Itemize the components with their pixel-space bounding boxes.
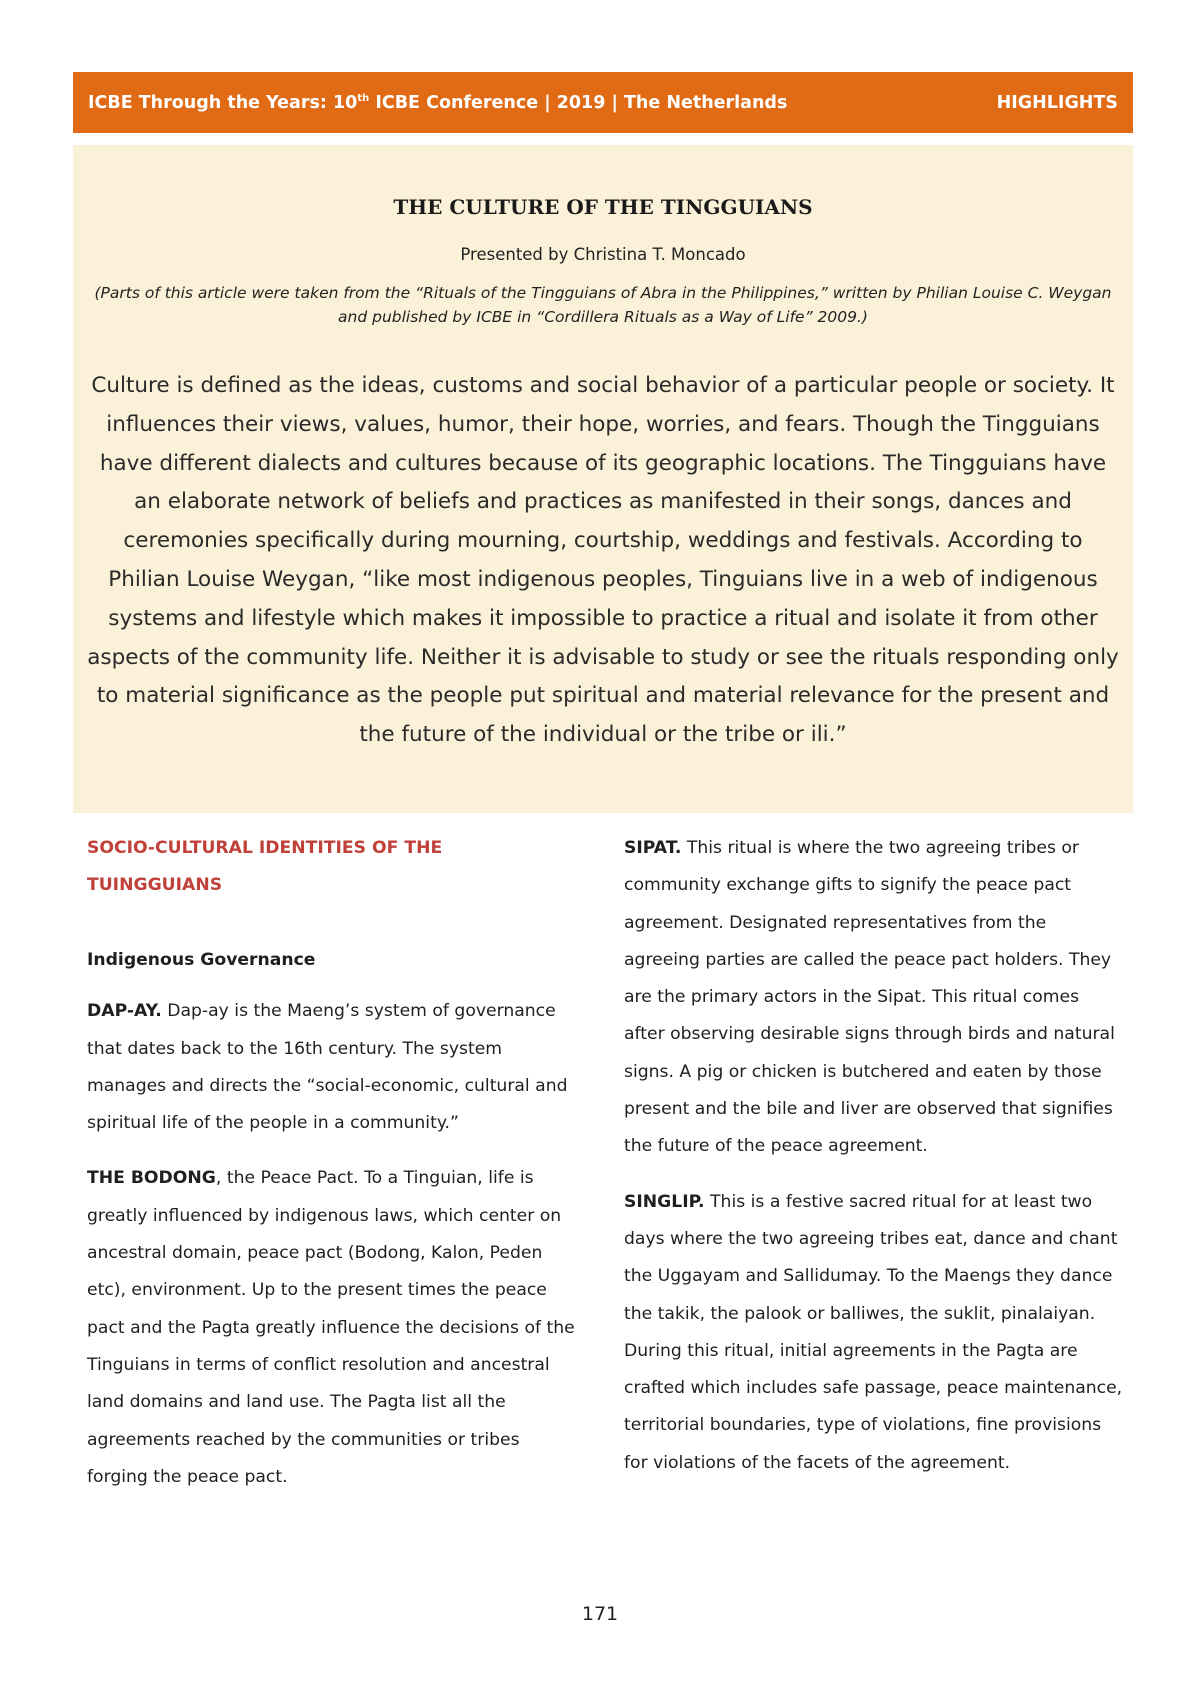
right-column xyxy=(624,830,1124,1482)
intro-box xyxy=(73,145,1133,813)
source-note: (Parts of this article were taken from the “Rituals of the Tingguians of Abra in the Philippines,” written by Philian Louise C. Weygan and published by ICBE in “Cordillera Rituals as a Way of Life” 2009.) xyxy=(94,284,1112,326)
paragraph-singlip xyxy=(624,1184,1124,1482)
dapay-text: Dap-ay is the Maeng’s system of governance that dates back to the 16th century. The system manages and directs the “social-economic, cultural and spiritual life of the people in a community.” xyxy=(87,1001,568,1134)
header-left-title: ICBE Through the Years: 10th ICBE Conference | 2019 | The Netherlands xyxy=(88,92,788,113)
singlip-text: This is a festive sacred ritual for at least two days where the two agreeing tribes eat, dance and chant the Uggayam and Sallidumay. To the Maengs they dance the takik, the palook or balliwes, the suklit, pinalaiyan. During this ritual, initial agreements in the Pagta are crafted which includes safe passage, peace maintenance, territorial boundaries, type of violations, fine provisions for violations of the facets of the agreement. xyxy=(624,1191,1123,1473)
singlip-lead: SINGLIP. xyxy=(624,1191,705,1212)
left-column xyxy=(87,830,582,1496)
header-bar xyxy=(73,72,1133,133)
sipat-text: This ritual is where the two agreeing tribes or community exchange gifts to signify the peace pact agreement. Designated representatives from the agreeing parties are called the peace pact holders. They are the primary actors in the Sipat. This ritual comes after observing desirable signs through birds and natural signs. A pig or chicken is butchered and eaten by those present and the bile and liver are observed that signifies the future of the peace agreement. xyxy=(624,838,1115,1157)
bodong-lead: THE BODONG xyxy=(87,1168,216,1189)
intro-paragraph: Culture is defined as the ideas, customs and social behavior of a particular people or society. It influences their views, values, humor, their hope, worries, and fears. Though the Tingguians have different dialects and cultures because of its geographic locations. The Tingguians have an elaborate network of beliefs and practices as manifested in their songs, dances and ceremonies specifically during mourning, courtship, weddings and festivals. According to Philian Louise Weygan, “like most indigenous peoples, Tinguians live in a web of indigenous systems and lifestyle which makes it impossible to practice a ritual and isolate it from other aspects of the community life. Neither it is advisable to study or see the rituals responding only to material significance as the people put spiritual and material relevance for the present and the future of the individual or the tribe or ili.” xyxy=(87,373,1119,748)
section-heading: SOCIO-CULTURAL IDENTITIES OF THE TUINGGUIANS xyxy=(87,838,443,895)
dapay-lead: DAP-AY. xyxy=(87,1001,162,1022)
page-number: 171 xyxy=(581,1603,619,1625)
paragraph-bodong xyxy=(87,1160,582,1496)
paragraph-sipat xyxy=(624,830,1124,1166)
paragraph-dapay xyxy=(87,993,582,1142)
article-title: THE CULTURE OF THE TINGGUIANS xyxy=(393,195,813,219)
header-section-label: HIGHLIGHTS xyxy=(996,92,1118,113)
bodong-text: , the Peace Pact. To a Tinguian, life is greatly influenced by indigenous laws, which center on ancestral domain, peace pact (Bodong, Kalon, Peden etc), environment. Up to the present times the peace pact and the Pagta greatly influence the decisions of the Tinguians in terms of conflict resolution and ancestral land domains and land use. The Pagta list all the agreements reached by the communities or tribes forging the peace pact. xyxy=(87,1168,575,1487)
sipat-lead: SIPAT. xyxy=(624,838,682,858)
subheading-indigenous-governance: Indigenous Governance xyxy=(87,950,316,970)
presenter-line: Presented by Christina T. Moncado xyxy=(460,245,746,264)
